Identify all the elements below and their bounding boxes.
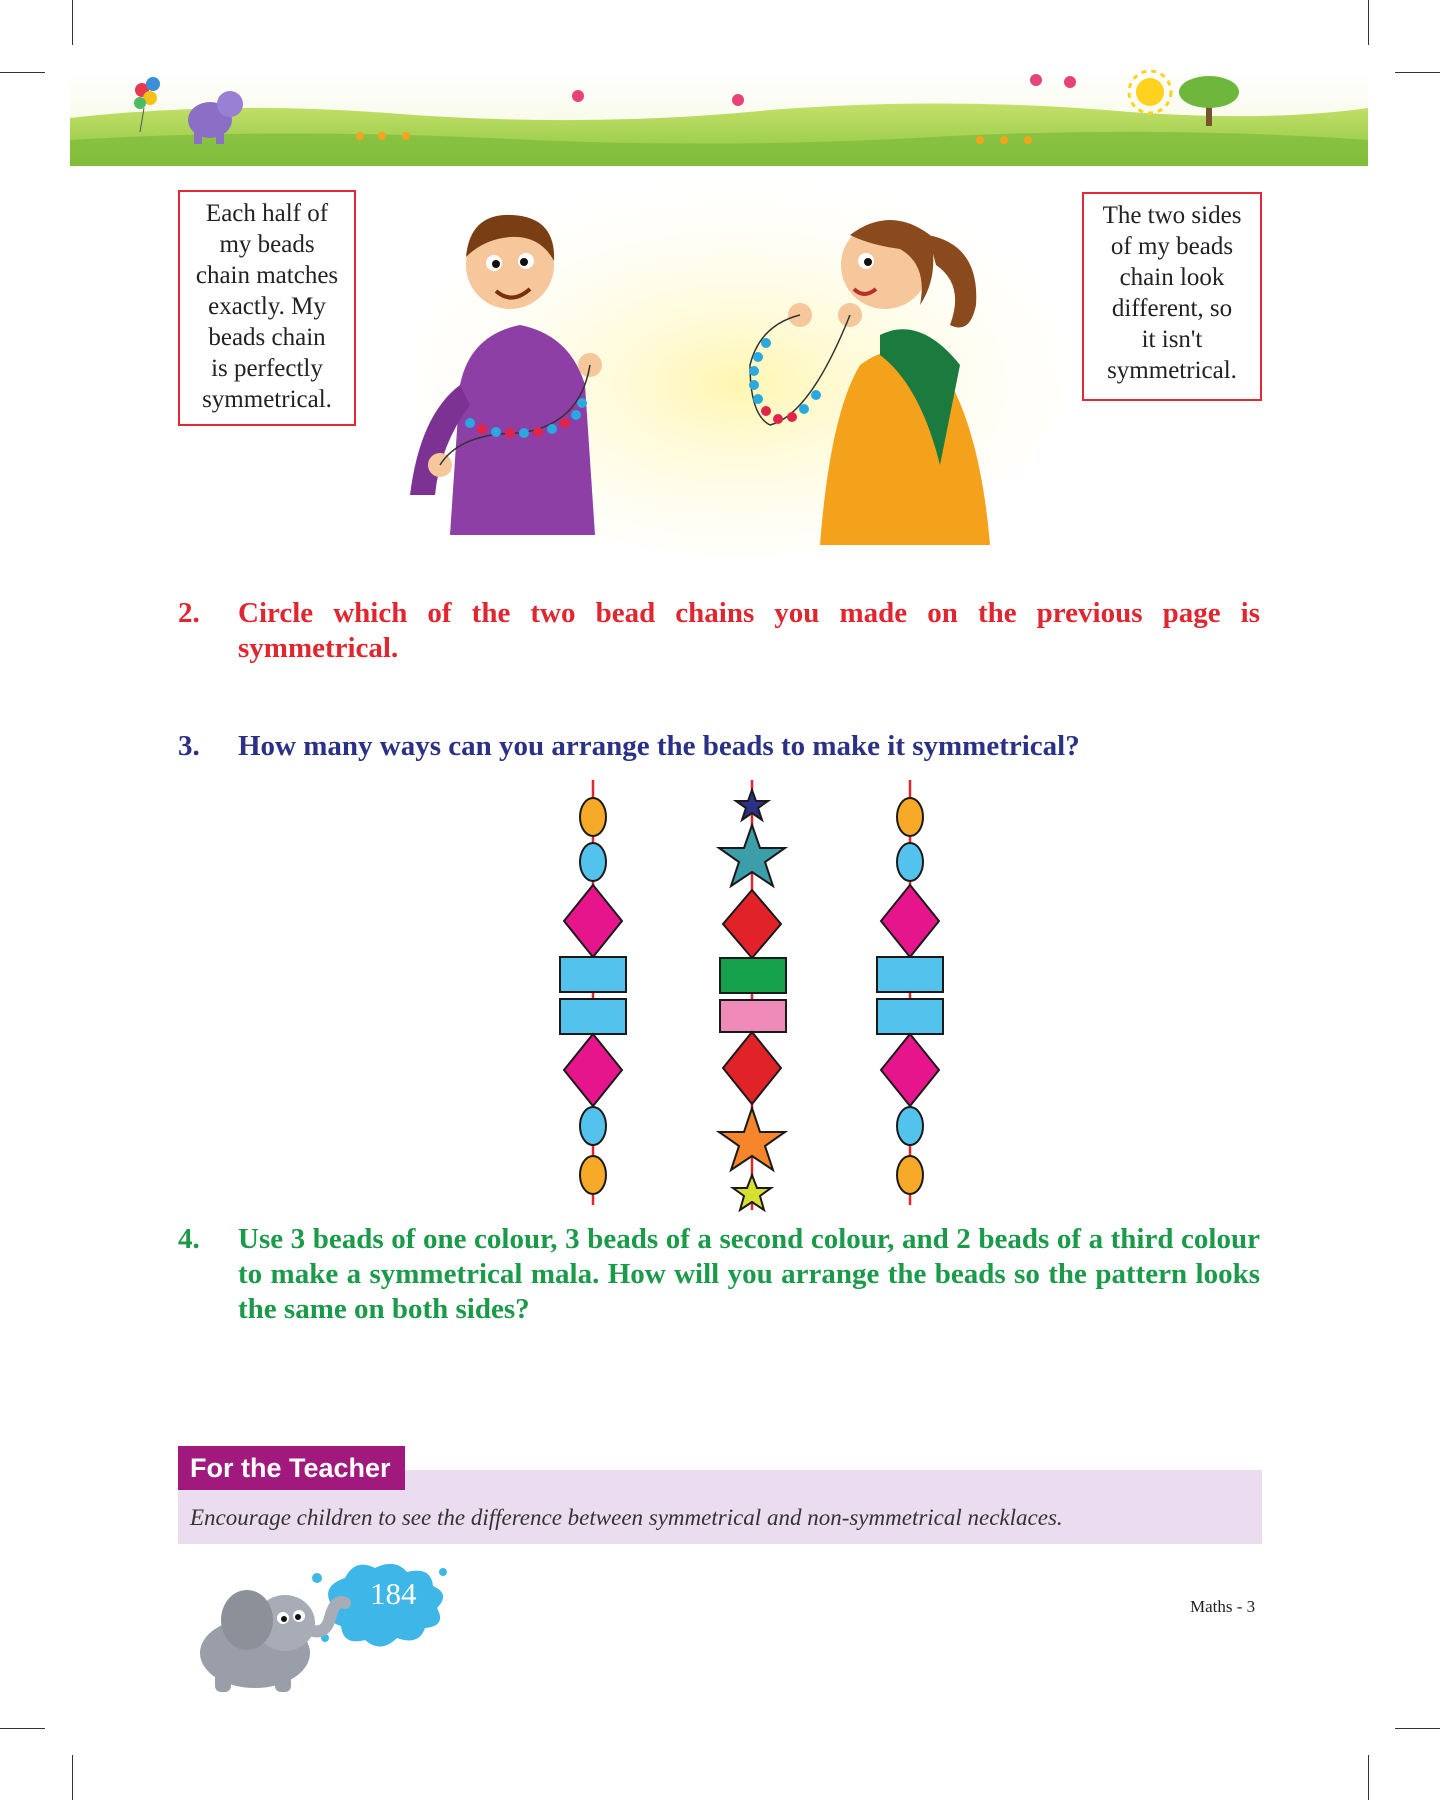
pink-diamond-bead bbox=[881, 1034, 939, 1106]
crop-mark bbox=[1395, 72, 1440, 73]
bubble-line: beads chain bbox=[208, 324, 326, 351]
blue-oval-bead bbox=[580, 1107, 606, 1145]
red-diamond-bead bbox=[723, 890, 781, 958]
bubble-line: of my beads bbox=[1110, 233, 1234, 260]
pink-diamond-bead bbox=[881, 885, 939, 957]
speech-bubble-right bbox=[1082, 192, 1262, 401]
bubble-line: different, so bbox=[1111, 295, 1233, 322]
blue-rectangle-bead bbox=[877, 999, 943, 1034]
bubble-line: symmetrical. bbox=[202, 386, 332, 413]
orange-oval-bead bbox=[897, 1156, 923, 1194]
pink-rectangle-bead bbox=[720, 1000, 786, 1032]
header-banner bbox=[70, 70, 1368, 166]
bubble-line: The two sides bbox=[1102, 202, 1242, 229]
children-illustration bbox=[380, 165, 1080, 560]
question-text: Use 3 beads of one colour, 3 beads of a second colour, and 2 beads of a third colour to make a symmetrical mala. How will you arrange the beads so the pattern looks the same on both sides? bbox=[238, 1223, 1260, 1325]
page-number: 184 bbox=[370, 1576, 417, 1611]
crop-mark bbox=[1395, 1728, 1440, 1729]
crop-mark bbox=[0, 1728, 45, 1729]
pink-diamond-bead bbox=[564, 1034, 622, 1106]
bubble-line: chain look bbox=[1119, 264, 1225, 291]
red-diamond-bead bbox=[723, 1032, 781, 1104]
bubble-line: exactly. My bbox=[208, 293, 326, 320]
bead-chains-figure bbox=[540, 780, 980, 1215]
blue-rectangle-bead bbox=[560, 999, 626, 1034]
question-text: Circle which of the two bead chains you made on the previous page is symmetrical. bbox=[238, 597, 1260, 664]
bubble-line: my beads bbox=[219, 231, 315, 258]
orange-oval-bead bbox=[897, 798, 923, 836]
bubble-line: symmetrical. bbox=[1107, 357, 1237, 384]
teacher-note-text: Encourage children to see the difference between symmetrical and non-symmetrical necklaces. bbox=[190, 1505, 1063, 1530]
bubble-line: is perfectly bbox=[211, 355, 323, 382]
blue-rectangle-bead bbox=[877, 957, 943, 992]
pink-diamond-bead bbox=[564, 885, 622, 957]
bubble-line: chain matches bbox=[195, 262, 339, 289]
speech-bubble-left bbox=[178, 190, 356, 426]
green-rectangle-bead bbox=[720, 958, 786, 993]
crop-mark bbox=[1368, 0, 1369, 45]
blue-oval-bead bbox=[580, 843, 606, 881]
middle-chain bbox=[719, 790, 786, 1210]
question-number: 4. bbox=[178, 1223, 200, 1255]
question-number: 2. bbox=[178, 597, 200, 629]
blue-oval-bead bbox=[897, 843, 923, 881]
bubble-line: it isn't bbox=[1141, 326, 1203, 353]
blue-oval-bead bbox=[897, 1107, 923, 1145]
question-text: How many ways can you arrange the beads to make it symmetrical? bbox=[238, 730, 1080, 762]
crop-mark bbox=[72, 0, 73, 45]
crop-mark bbox=[1368, 1755, 1369, 1800]
crop-mark bbox=[72, 1755, 73, 1800]
blue-rectangle-bead bbox=[560, 957, 626, 992]
teacher-heading: For the Teacher bbox=[178, 1446, 405, 1490]
bubble-line: Each half of bbox=[205, 200, 329, 227]
orange-oval-bead bbox=[580, 798, 606, 836]
book-title: Maths - 3 bbox=[1190, 1597, 1256, 1616]
crop-mark bbox=[0, 72, 45, 73]
orange-oval-bead bbox=[580, 1156, 606, 1194]
question-number: 3. bbox=[178, 730, 200, 762]
